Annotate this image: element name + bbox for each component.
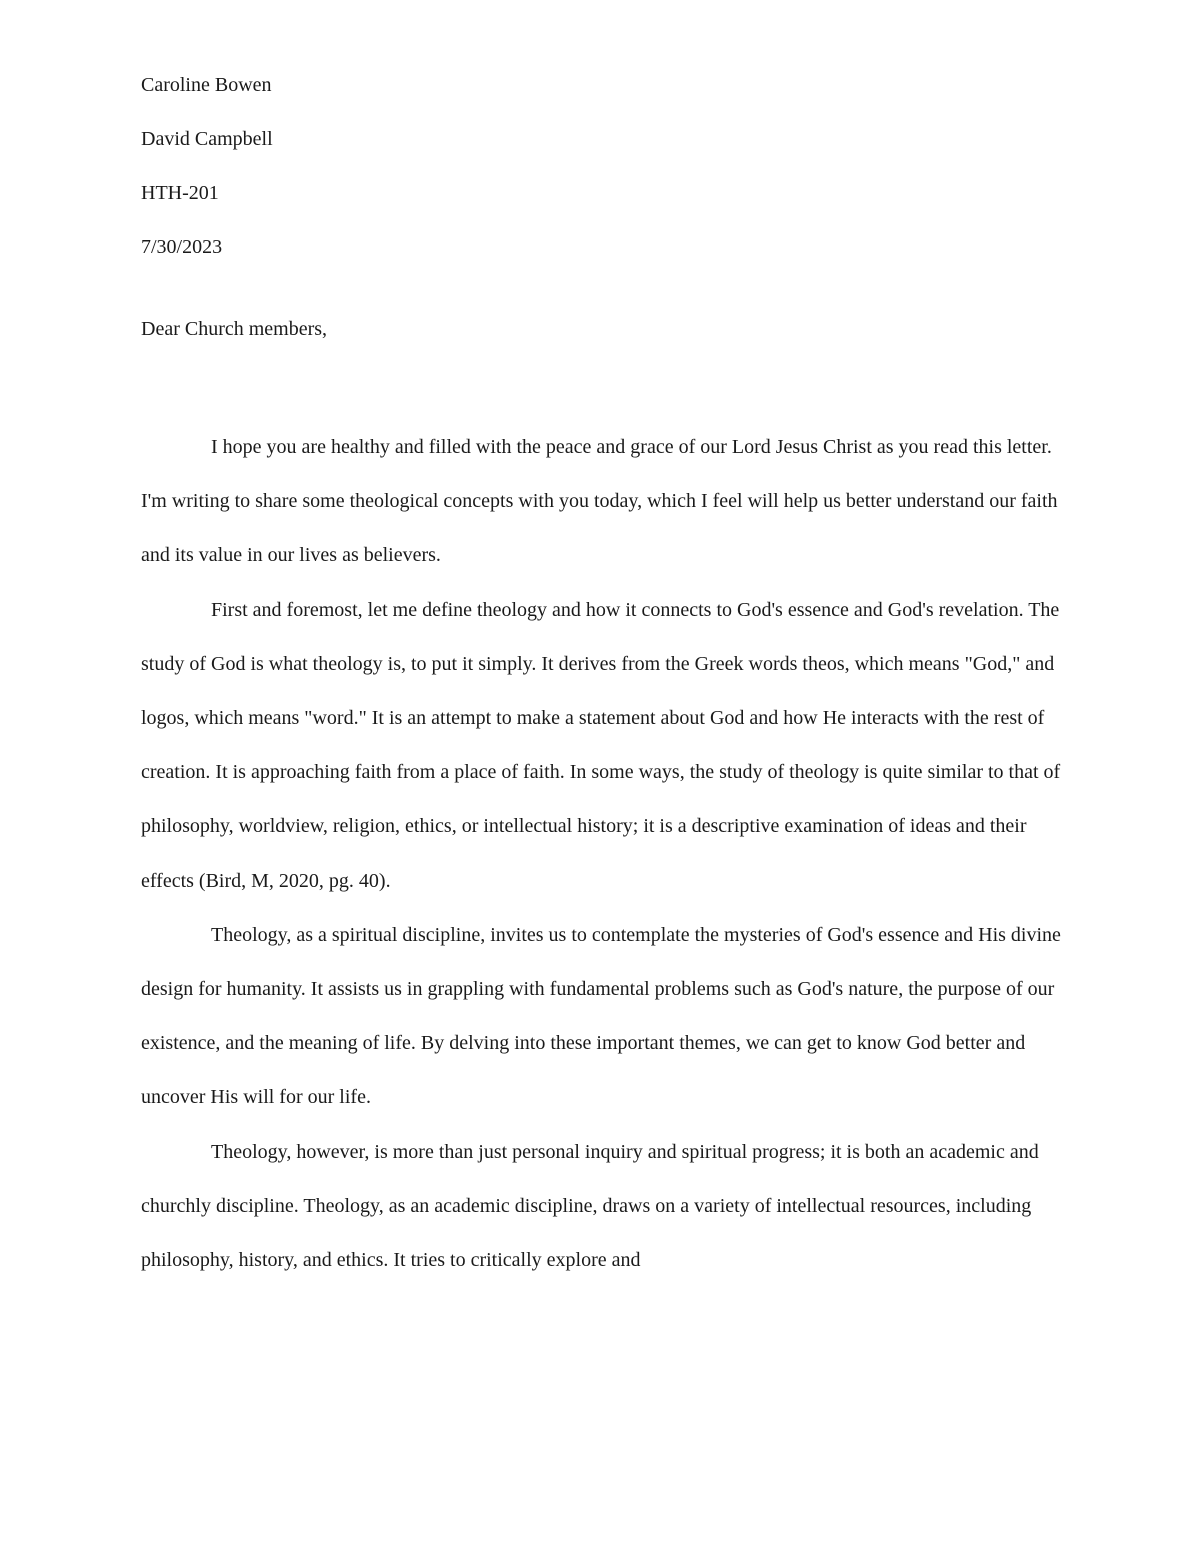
paragraph-2: First and foremost, let me define theology and how it connects to God's essence and God's revelation. The study of God is what theology is, to put it simply. It derives from the Greek words theos, which means "God," and logos, which means "word." It is an attempt to make a statement about God and how He interacts with the rest of creation. It is approaching faith from a place of faith. In some ways, the study of theology is quite similar to that of philosophy, worldview, religion, ethics, or intellectual history; it is a descriptive examination of ideas and their effects (Bird, M, 2020, pg. 40).	[141, 598, 1061, 892]
instructor-name: David Campbell	[141, 128, 273, 150]
paragraph-3: Theology, as a spiritual discipline, invites us to contemplate the mysteries of God's essence and His divine design for humanity. It assists us in grappling with fundamental problems such as God's nature, the purpose of our existence, and the meaning of life. By delving into these important themes, we can get to know God better and uncover His will for our life.	[141, 923, 1061, 1109]
letter-body	[141, 420, 1061, 1287]
student-name: Caroline Bowen	[141, 74, 272, 96]
salutation: Dear Church members,	[141, 318, 328, 340]
course-code: HTH-201	[141, 182, 219, 204]
document-date: 7/30/2023	[141, 236, 223, 258]
paragraph-4: Theology, however, is more than just personal inquiry and spiritual progress; it is both an academic and churchly discipline. Theology, as an academic discipline, draws on a variety of intellectual resources, including philosophy, history, and ethics. It tries to critically explore and	[141, 1140, 1039, 1272]
paragraph-1: I hope you are healthy and filled with the peace and grace of our Lord Jesus Christ as you read this letter. I'm writing to share some theological concepts with you today, which I feel will help us better understand our faith and its value in our lives as believers.	[141, 436, 1058, 567]
